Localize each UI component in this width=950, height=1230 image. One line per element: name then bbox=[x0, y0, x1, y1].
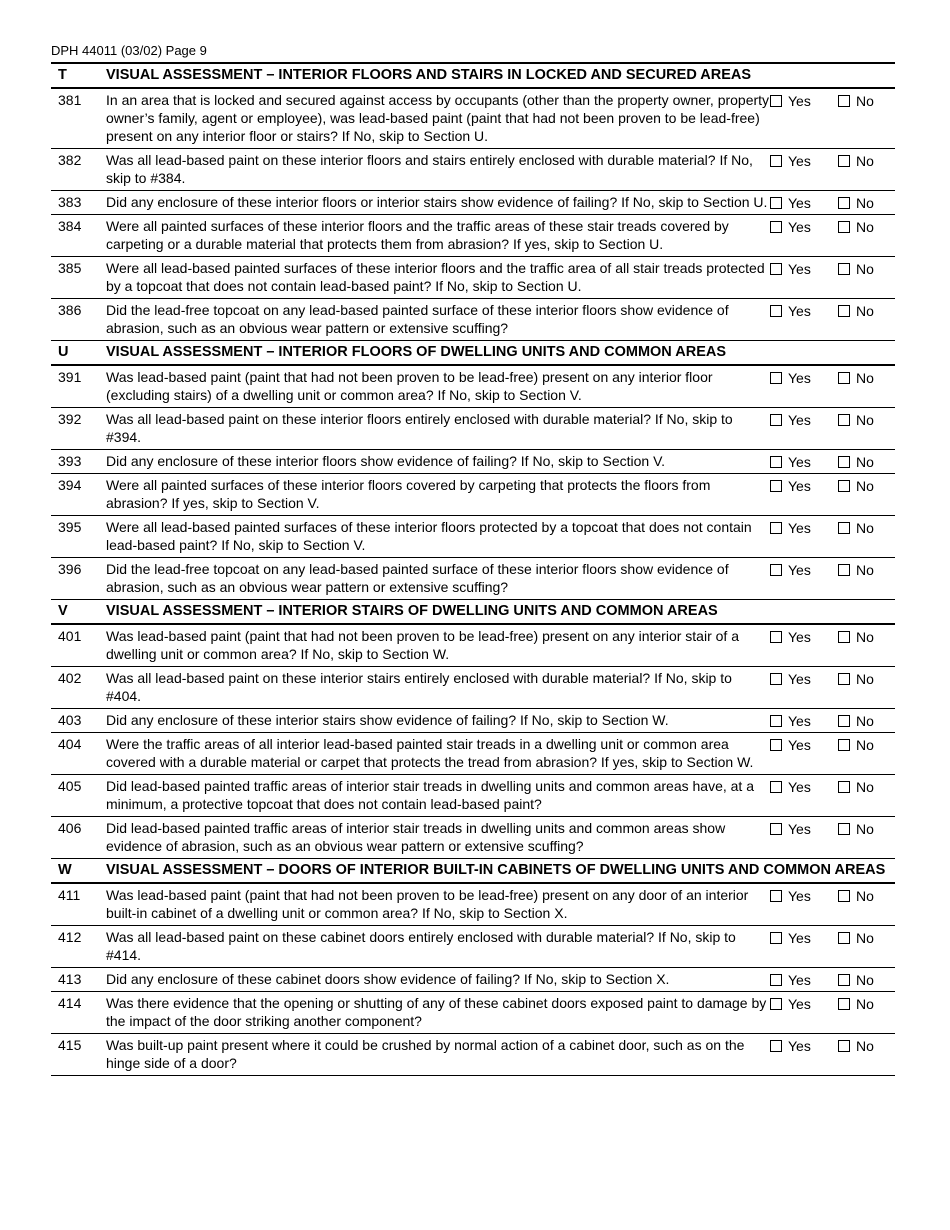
no-checkbox[interactable] bbox=[838, 522, 850, 534]
section-title: VISUAL ASSESSMENT – INTERIOR FLOORS OF DWELLING UNITS AND COMMON AREAS bbox=[106, 344, 727, 360]
question-number: 411 bbox=[58, 887, 81, 903]
no-option[interactable] bbox=[838, 709, 895, 730]
no-label: No bbox=[856, 478, 874, 494]
yes-checkbox[interactable] bbox=[770, 95, 782, 107]
no-option[interactable] bbox=[838, 89, 895, 110]
no-option[interactable] bbox=[838, 516, 895, 537]
yes-option[interactable] bbox=[770, 926, 838, 947]
no-label: No bbox=[856, 562, 874, 578]
no-checkbox[interactable] bbox=[838, 974, 850, 986]
question-text: Was built-up paint present where it could be crushed by normal action of a cabinet door, such as on the hinge side of a door? bbox=[106, 1037, 745, 1071]
no-option[interactable] bbox=[838, 775, 895, 796]
yes-checkbox[interactable] bbox=[770, 263, 782, 275]
no-label: No bbox=[856, 219, 874, 235]
yes-label: Yes bbox=[788, 671, 811, 687]
no-checkbox[interactable] bbox=[838, 739, 850, 751]
yes-label: Yes bbox=[788, 93, 811, 109]
question-row-414 bbox=[51, 992, 895, 1034]
no-option[interactable] bbox=[838, 474, 895, 495]
question-row-413 bbox=[51, 968, 895, 992]
yes-checkbox[interactable] bbox=[770, 197, 782, 209]
yes-checkbox[interactable] bbox=[770, 715, 782, 727]
yes-option[interactable] bbox=[770, 968, 838, 989]
question-row-395 bbox=[51, 516, 895, 558]
yes-option[interactable] bbox=[770, 558, 838, 579]
yes-label: Yes bbox=[788, 821, 811, 837]
section-header-v bbox=[51, 600, 895, 625]
question-row-382 bbox=[51, 149, 895, 191]
yes-label: Yes bbox=[788, 779, 811, 795]
yes-checkbox[interactable] bbox=[770, 221, 782, 233]
question-row-412 bbox=[51, 926, 895, 968]
section-letter: U bbox=[58, 344, 69, 360]
yes-checkbox[interactable] bbox=[770, 372, 782, 384]
question-number: 406 bbox=[58, 820, 82, 836]
question-row-405 bbox=[51, 775, 895, 817]
no-option[interactable] bbox=[838, 408, 895, 429]
no-checkbox[interactable] bbox=[838, 1040, 850, 1052]
question-row-403 bbox=[51, 709, 895, 733]
no-label: No bbox=[856, 412, 874, 428]
no-label: No bbox=[856, 629, 874, 645]
question-number: 391 bbox=[58, 369, 82, 385]
question-number: 385 bbox=[58, 260, 82, 276]
yes-checkbox[interactable] bbox=[770, 522, 782, 534]
yes-checkbox[interactable] bbox=[770, 305, 782, 317]
section-header-w bbox=[51, 859, 895, 884]
question-number: 383 bbox=[58, 194, 82, 210]
question-row-402 bbox=[51, 667, 895, 709]
no-label: No bbox=[856, 972, 874, 988]
yes-option[interactable] bbox=[770, 299, 838, 320]
question-text: Did lead-based painted traffic areas of interior stair treads in dwelling units and common areas show evidence of abrasion, such as an obvious wear pattern or extensive scuffing? bbox=[106, 820, 726, 854]
question-text: Was there evidence that the opening or shutting of any of these cabinet doors exposed paint to damage by the impact of the door striking another component? bbox=[106, 995, 767, 1029]
question-row-393 bbox=[51, 450, 895, 474]
section-letter: W bbox=[58, 862, 72, 878]
yes-label: Yes bbox=[788, 153, 811, 169]
yes-label: Yes bbox=[788, 562, 811, 578]
no-checkbox[interactable] bbox=[838, 456, 850, 468]
yes-label: Yes bbox=[788, 370, 811, 386]
assessment-form-table bbox=[51, 62, 895, 1076]
no-checkbox[interactable] bbox=[838, 95, 850, 107]
no-label: No bbox=[856, 153, 874, 169]
page-header: DPH 44011 (03/02) Page 9 bbox=[51, 43, 207, 58]
no-checkbox[interactable] bbox=[838, 197, 850, 209]
no-checkbox[interactable] bbox=[838, 781, 850, 793]
yes-checkbox[interactable] bbox=[770, 739, 782, 751]
no-checkbox[interactable] bbox=[838, 480, 850, 492]
no-checkbox[interactable] bbox=[838, 932, 850, 944]
no-label: No bbox=[856, 93, 874, 109]
yes-option[interactable] bbox=[770, 191, 838, 212]
yes-checkbox[interactable] bbox=[770, 155, 782, 167]
question-row-384 bbox=[51, 215, 895, 257]
question-number: 414 bbox=[58, 995, 82, 1011]
yes-checkbox[interactable] bbox=[770, 781, 782, 793]
question-row-383 bbox=[51, 191, 895, 215]
question-text: Was all lead-based paint on these interior floors and stairs entirely enclosed with durable material? If No, skip to #384. bbox=[106, 152, 753, 186]
question-row-394 bbox=[51, 474, 895, 516]
no-checkbox[interactable] bbox=[838, 890, 850, 902]
no-option[interactable] bbox=[838, 191, 895, 212]
yes-label: Yes bbox=[788, 412, 811, 428]
question-row-386 bbox=[51, 299, 895, 341]
question-number: 415 bbox=[58, 1037, 82, 1053]
no-label: No bbox=[856, 888, 874, 904]
yes-option[interactable] bbox=[770, 450, 838, 471]
question-row-404 bbox=[51, 733, 895, 775]
no-label: No bbox=[856, 1038, 874, 1054]
no-option[interactable] bbox=[838, 884, 895, 905]
no-checkbox[interactable] bbox=[838, 263, 850, 275]
question-text: Were all painted surfaces of these interior floors covered by carpeting that protects the floors from abrasion? If yes, skip to Section V. bbox=[106, 477, 711, 511]
yes-option[interactable] bbox=[770, 775, 838, 796]
no-checkbox[interactable] bbox=[838, 823, 850, 835]
yes-label: Yes bbox=[788, 996, 811, 1012]
question-row-411 bbox=[51, 884, 895, 926]
yes-option[interactable] bbox=[770, 625, 838, 646]
yes-checkbox[interactable] bbox=[770, 974, 782, 986]
yes-checkbox[interactable] bbox=[770, 932, 782, 944]
question-row-391 bbox=[51, 366, 895, 408]
section-letter: T bbox=[58, 67, 67, 83]
no-label: No bbox=[856, 454, 874, 470]
no-checkbox[interactable] bbox=[838, 673, 850, 685]
yes-option[interactable] bbox=[770, 366, 838, 387]
section-header-t bbox=[51, 62, 895, 89]
yes-label: Yes bbox=[788, 219, 811, 235]
yes-checkbox[interactable] bbox=[770, 414, 782, 426]
question-number: 384 bbox=[58, 218, 82, 234]
yes-option[interactable] bbox=[770, 992, 838, 1013]
no-option[interactable] bbox=[838, 257, 895, 278]
yes-label: Yes bbox=[788, 972, 811, 988]
no-checkbox[interactable] bbox=[838, 998, 850, 1010]
no-option[interactable] bbox=[838, 992, 895, 1013]
yes-option[interactable] bbox=[770, 89, 838, 110]
yes-label: Yes bbox=[788, 737, 811, 753]
question-row-401 bbox=[51, 625, 895, 667]
question-text: Did the lead-free topcoat on any lead-based painted surface of these interior floors show evidence of abrasion, such as an obvious wear pattern or extensive scuffing? bbox=[106, 561, 729, 595]
question-text: Was lead-based paint (paint that had not been proven to be lead-free) present on any interior floor (excluding stairs) of a dwelling unit or common area? If No, skip to Section V. bbox=[106, 369, 713, 403]
question-text: Was all lead-based paint on these interior stairs entirely enclosed with durable material? If No, skip to #404. bbox=[106, 670, 732, 704]
yes-checkbox[interactable] bbox=[770, 631, 782, 643]
no-label: No bbox=[856, 520, 874, 536]
no-option[interactable] bbox=[838, 558, 895, 579]
yes-label: Yes bbox=[788, 888, 811, 904]
no-option[interactable] bbox=[838, 968, 895, 989]
question-number: 403 bbox=[58, 712, 82, 728]
question-number: 401 bbox=[58, 628, 82, 644]
yes-label: Yes bbox=[788, 629, 811, 645]
yes-checkbox[interactable] bbox=[770, 823, 782, 835]
section-title: VISUAL ASSESSMENT – INTERIOR FLOORS AND STAIRS IN LOCKED AND SECURED AREAS bbox=[106, 67, 752, 83]
question-number: 402 bbox=[58, 670, 82, 686]
no-label: No bbox=[856, 713, 874, 729]
no-option[interactable] bbox=[838, 299, 895, 320]
no-option[interactable] bbox=[838, 215, 895, 236]
yes-label: Yes bbox=[788, 478, 811, 494]
section-header-u bbox=[51, 341, 895, 366]
yes-option[interactable] bbox=[770, 474, 838, 495]
question-text: Did any enclosure of these interior stairs show evidence of failing? If No, skip to Section W. bbox=[106, 712, 669, 728]
yes-checkbox[interactable] bbox=[770, 998, 782, 1010]
no-option[interactable] bbox=[838, 817, 895, 838]
question-number: 404 bbox=[58, 736, 82, 752]
yes-label: Yes bbox=[788, 713, 811, 729]
no-label: No bbox=[856, 821, 874, 837]
no-label: No bbox=[856, 930, 874, 946]
question-number: 405 bbox=[58, 778, 82, 794]
no-option[interactable] bbox=[838, 667, 895, 688]
no-label: No bbox=[856, 303, 874, 319]
question-text: Were all lead-based painted surfaces of these interior floors and the traffic area of all stair treads protected by a topcoat that does not contain lead-based paint? If No, skip to Section U. bbox=[106, 260, 765, 294]
no-checkbox[interactable] bbox=[838, 631, 850, 643]
yes-option[interactable] bbox=[770, 709, 838, 730]
no-checkbox[interactable] bbox=[838, 305, 850, 317]
section-title: VISUAL ASSESSMENT – DOORS OF INTERIOR BUILT-IN CABINETS OF DWELLING UNITS AND COMMON AREAS bbox=[106, 862, 886, 878]
question-text: Did the lead-free topcoat on any lead-based painted surface of these interior floors show evidence of abrasion, such as an obvious wear pattern or extensive scuffing? bbox=[106, 302, 729, 336]
no-checkbox[interactable] bbox=[838, 414, 850, 426]
no-checkbox[interactable] bbox=[838, 715, 850, 727]
yes-checkbox[interactable] bbox=[770, 564, 782, 576]
question-row-381 bbox=[51, 89, 895, 149]
no-label: No bbox=[856, 261, 874, 277]
no-option[interactable] bbox=[838, 926, 895, 947]
question-row-415 bbox=[51, 1034, 895, 1076]
question-text: Were the traffic areas of all interior lead-based painted stair treads in a dwelling unit or common area covered with a durable material or carpet that protects the tread from abrasion? If yes, skip to Section W. bbox=[106, 736, 754, 770]
section-title: VISUAL ASSESSMENT – INTERIOR STAIRS OF DWELLING UNITS AND COMMON AREAS bbox=[106, 603, 718, 619]
yes-checkbox[interactable] bbox=[770, 673, 782, 685]
yes-option[interactable] bbox=[770, 257, 838, 278]
no-label: No bbox=[856, 671, 874, 687]
question-text: Did any enclosure of these interior floors or interior stairs show evidence of failing? If No, skip to Section U. bbox=[106, 194, 768, 210]
question-number: 386 bbox=[58, 302, 82, 318]
yes-label: Yes bbox=[788, 454, 811, 470]
no-checkbox[interactable] bbox=[838, 564, 850, 576]
no-option[interactable] bbox=[838, 733, 895, 754]
yes-label: Yes bbox=[788, 303, 811, 319]
yes-option[interactable] bbox=[770, 884, 838, 905]
question-text: Was lead-based paint (paint that had not been proven to be lead-free) present on any interior stair of a dwelling unit or common area? If No, skip to Section W. bbox=[106, 628, 739, 662]
question-number: 394 bbox=[58, 477, 82, 493]
no-option[interactable] bbox=[838, 625, 895, 646]
no-checkbox[interactable] bbox=[838, 155, 850, 167]
no-checkbox[interactable] bbox=[838, 372, 850, 384]
question-number: 413 bbox=[58, 971, 82, 987]
section-letter: V bbox=[58, 603, 68, 619]
no-option[interactable] bbox=[838, 366, 895, 387]
question-row-392 bbox=[51, 408, 895, 450]
yes-option[interactable] bbox=[770, 215, 838, 236]
question-text: Was all lead-based paint on these cabinet doors entirely enclosed with durable material? If No, skip to #414. bbox=[106, 929, 736, 963]
question-text: Was lead-based paint (paint that had not been proven to be lead-free) present on any door of an interior built-in cabinet of a dwelling unit or common area? If No, skip to Section X. bbox=[106, 887, 749, 921]
question-number: 382 bbox=[58, 152, 82, 168]
no-option[interactable] bbox=[838, 1034, 895, 1055]
question-row-385 bbox=[51, 257, 895, 299]
question-text: Were all painted surfaces of these interior floors and the traffic areas of these stair treads covered by carpeting or a durable material that protects them from abrasion? If yes, skip to Section U. bbox=[106, 218, 729, 252]
question-number: 381 bbox=[58, 92, 82, 108]
yes-label: Yes bbox=[788, 261, 811, 277]
question-text: Was all lead-based paint on these interior floors entirely enclosed with durable material? If No, skip to #394. bbox=[106, 411, 733, 445]
no-option[interactable] bbox=[838, 149, 895, 170]
no-label: No bbox=[856, 779, 874, 795]
yes-option[interactable] bbox=[770, 149, 838, 170]
no-checkbox[interactable] bbox=[838, 221, 850, 233]
question-number: 396 bbox=[58, 561, 82, 577]
question-number: 392 bbox=[58, 411, 82, 427]
question-text: In an area that is locked and secured against access by occupants (other than the property owner, property owner’s family, agent or employee), was lead-based paint (paint that had not been proven to be lead-free) present on any interior floor or stairs? If No, skip to Section U. bbox=[106, 92, 770, 144]
question-text: Did lead-based painted traffic areas of interior stair treads in dwelling units and common areas have, at a minimum, a protective topcoat that does not contain lead-based paint? bbox=[106, 778, 754, 812]
question-number: 393 bbox=[58, 453, 82, 469]
question-text: Did any enclosure of these cabinet doors show evidence of failing? If No, skip to Section X. bbox=[106, 971, 670, 987]
yes-option[interactable] bbox=[770, 516, 838, 537]
yes-option[interactable] bbox=[770, 1034, 838, 1055]
no-label: No bbox=[856, 370, 874, 386]
question-text: Were all lead-based painted surfaces of these interior floors protected by a topcoat that does not contain lead-based paint? If No, skip to Section V. bbox=[106, 519, 752, 553]
yes-checkbox[interactable] bbox=[770, 480, 782, 492]
yes-option[interactable] bbox=[770, 667, 838, 688]
question-number: 395 bbox=[58, 519, 82, 535]
yes-label: Yes bbox=[788, 520, 811, 536]
yes-checkbox[interactable] bbox=[770, 890, 782, 902]
yes-label: Yes bbox=[788, 1038, 811, 1054]
question-row-396 bbox=[51, 558, 895, 600]
no-label: No bbox=[856, 195, 874, 211]
no-option[interactable] bbox=[838, 450, 895, 471]
yes-checkbox[interactable] bbox=[770, 456, 782, 468]
yes-label: Yes bbox=[788, 195, 811, 211]
question-row-406 bbox=[51, 817, 895, 859]
no-label: No bbox=[856, 996, 874, 1012]
no-label: No bbox=[856, 737, 874, 753]
question-number: 412 bbox=[58, 929, 82, 945]
yes-checkbox[interactable] bbox=[770, 1040, 782, 1052]
yes-label: Yes bbox=[788, 930, 811, 946]
yes-option[interactable] bbox=[770, 817, 838, 838]
yes-option[interactable] bbox=[770, 408, 838, 429]
question-text: Did any enclosure of these interior floors show evidence of failing? If No, skip to Section V. bbox=[106, 453, 666, 469]
yes-option[interactable] bbox=[770, 733, 838, 754]
